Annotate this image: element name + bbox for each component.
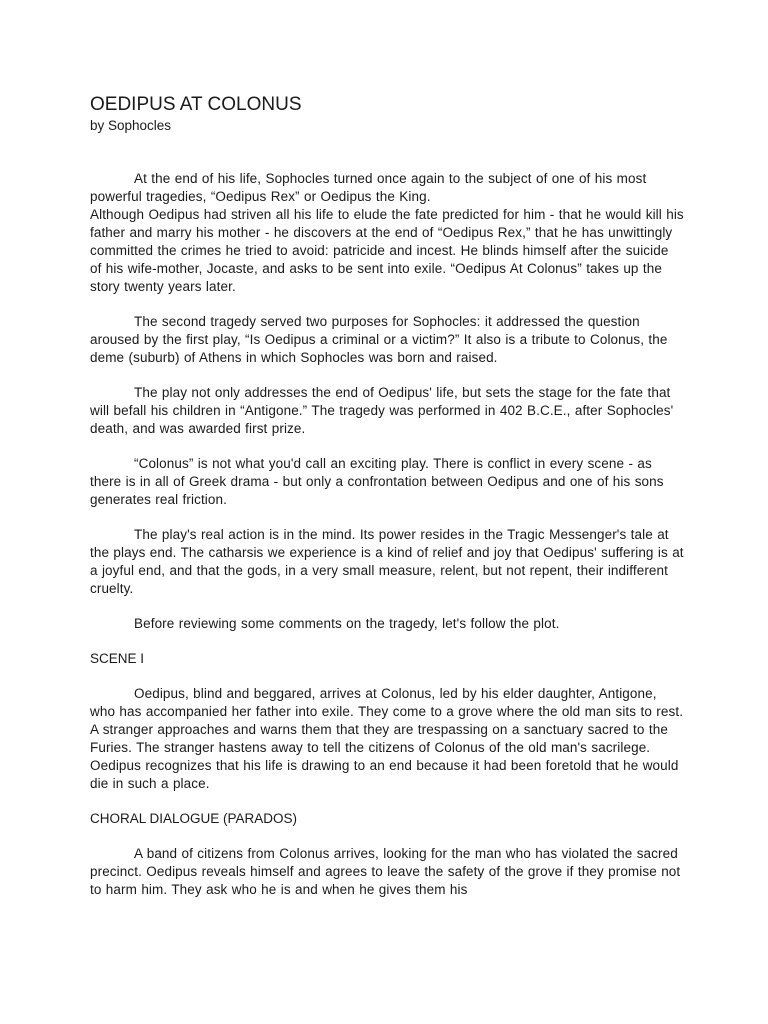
spacer <box>90 296 684 313</box>
spacer <box>90 509 684 526</box>
spacer <box>90 367 684 384</box>
paragraph-intro-2: Although Oedipus had striven all his life to elude the fate predicted for him - that he would kill his father and marry his mother - he discovers at the end of “Oedipus Rex,” that he has unwittingly committed the crimes he tried to avoid: patricide and incest. He blinds himself after the suicide of his wife-mother, Jocaste, and asks to be sent into exile. “Oedipus At Colonus” takes up the story twenty years later. <box>90 207 684 294</box>
document-body <box>90 94 684 899</box>
paragraph-7: Before reviewing some comments on the tragedy, let's follow the plot. <box>134 616 560 631</box>
spacer <box>90 828 684 845</box>
section-heading-scene-1: SCENE I <box>90 651 145 666</box>
spacer <box>90 793 684 810</box>
paragraph-3: The second tragedy served two purposes for Sophocles: it addressed the question aroused by the first play, “Is Oedipus a criminal or a victim?” It also is a tribute to Colonus, the deme (suburb) of Athens in which Sophocles was born and raised. <box>90 314 668 365</box>
paragraph-4: The play not only addresses the end of Oedipus' life, but sets the stage for the fate that will befall his children in “Antigone.” The tragedy was performed in 402 B.C.E., after Sophocles' death, and was awarded first prize. <box>90 385 674 436</box>
spacer <box>90 134 684 170</box>
paragraph-5: “Colonus” is not what you'd call an exciting play. There is conflict in every scene - as there is in all of Greek drama - but only a confrontation between Oedipus and one of his sons generates real friction. <box>90 456 664 507</box>
paragraph-intro-1: At the end of his life, Sophocles turned once again to the subject of one of his most powerful tragedies, “Oedipus Rex” or Oedipus the King. <box>90 171 647 204</box>
section-heading-choral-dialogue: CHORAL DIALOGUE (PARADOS) <box>90 811 298 826</box>
document-title: OEDIPUS AT COLONUS <box>90 94 302 115</box>
spacer <box>90 633 684 650</box>
spacer <box>90 668 684 685</box>
paragraph-6: The play's real action is in the mind. Its power resides in the Tragic Messenger's tale at the plays end. The catharsis we experience is a kind of relief and joy that Oedipus' suffering is at a joyful end, and that the gods, in a very small measure, relent, but not repent, their indifferent cruelty. <box>90 527 684 596</box>
spacer <box>90 438 684 455</box>
paragraph-scene-1: Oedipus, blind and beggared, arrives at Colonus, led by his elder daughter, Antigone, who has accompanied her father into exile. They come to a grove where the old man sits to rest. A stranger approaches and warns them that they are trespassing on a sanctuary sacred to the Furies. The stranger hastens away to tell the citizens of Colonus of the old man's sacrilege. Oedipus recognizes that his life is drawing to an end because it had been foretold that he would die in such a place. <box>90 686 684 791</box>
document-byline: by Sophocles <box>90 118 172 133</box>
paragraph-choral-dialogue: A band of citizens from Colonus arrives, looking for the man who has violated the sacred precinct. Oedipus reveals himself and agrees to leave the safety of the grove if they promise not to harm him. They ask who he is and when he gives them his <box>90 846 681 897</box>
spacer <box>90 598 684 615</box>
